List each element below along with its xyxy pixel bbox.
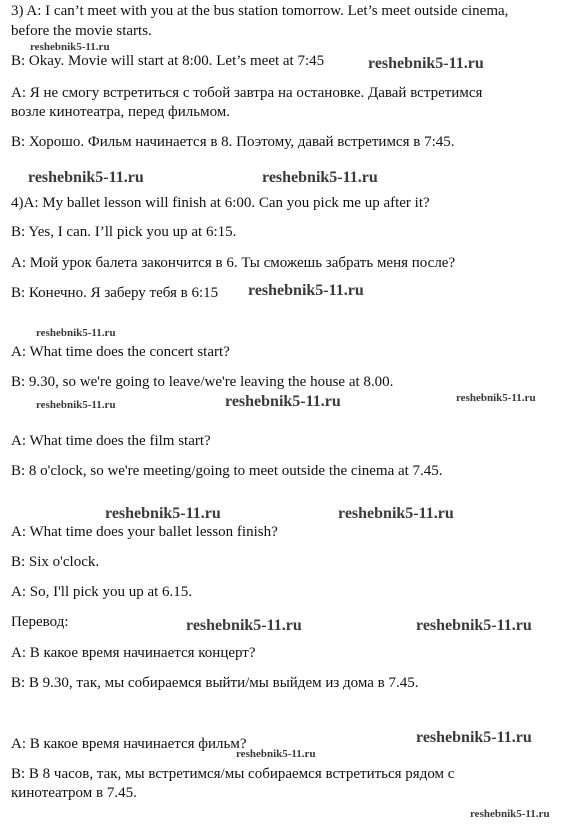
text-line: Перевод: <box>11 614 69 630</box>
watermark: reshebnik5-11.ru <box>248 282 364 299</box>
text-line: 3) A: I can’t meet with you at the bus station tomorrow. Let’s meet outside cinema, <box>11 3 509 19</box>
text-line: A: So, I'll pick you up at 6.15. <box>11 584 193 600</box>
watermark: reshebnik5-11.ru <box>456 392 536 404</box>
text-line: before the movie starts. <box>11 23 152 39</box>
text-line: A: What time does the film start? <box>11 433 211 449</box>
text-line: кинотеатром в 7.45. <box>11 785 137 801</box>
text-line: возле кинотеатра, перед фильмом. <box>11 104 231 120</box>
text-line: B: Yes, I can. I’ll pick you up at 6:15. <box>11 224 237 240</box>
watermark: reshebnik5-11.ru <box>236 748 316 760</box>
watermark: reshebnik5-11.ru <box>470 808 550 820</box>
watermark: reshebnik5-11.ru <box>105 505 221 522</box>
watermark: reshebnik5-11.ru <box>225 393 341 410</box>
watermark: reshebnik5-11.ru <box>368 55 484 72</box>
text-line: B: В 8 часов, так, мы встретимся/мы собираемся встретиться рядом с <box>11 766 455 782</box>
text-line: A: Я не смогу встретиться с тобой завтра на остановке. Давай встретимся <box>11 85 483 101</box>
watermark: reshebnik5-11.ru <box>338 505 454 522</box>
watermark: reshebnik5-11.ru <box>416 729 532 746</box>
text-line: B: 9.30, so we're going to leave/we're leaving the house at 8.00. <box>11 374 394 390</box>
text-line: A: В какое время начинается фильм? <box>11 736 247 752</box>
text-line: 4)A: My ballet lesson will finish at 6:00. Can you pick me up after it? <box>11 195 430 211</box>
text-line: A: Мой урок балета закончится в 6. Ты сможешь забрать меня после? <box>11 255 456 271</box>
text-line: A: В какое время начинается концерт? <box>11 645 256 661</box>
text-line: B: 8 o'clock, so we're meeting/going to meet outside the cinema at 7.45. <box>11 463 443 479</box>
text-line: B: Okay. Movie will start at 8:00. Let’s meet at 7:45 <box>11 53 325 69</box>
watermark: reshebnik5-11.ru <box>36 399 116 411</box>
text-line: B: Хорошо. Фильм начинается в 8. Поэтому, давай встретимся в 7:45. <box>11 134 455 150</box>
text-line: B: Конечно. Я заберу тебя в 6:15 <box>11 285 219 301</box>
text-line: B: В 9.30, так, мы собираемся выйти/мы выйдем из дома в 7.45. <box>11 675 419 691</box>
watermark: reshebnik5-11.ru <box>262 169 378 186</box>
watermark: reshebnik5-11.ru <box>416 617 532 634</box>
text-line: B: Six o'clock. <box>11 554 100 570</box>
watermark: reshebnik5-11.ru <box>36 327 116 339</box>
watermark: reshebnik5-11.ru <box>186 617 302 634</box>
watermark: reshebnik5-11.ru <box>28 169 144 186</box>
watermark: reshebnik5-11.ru <box>30 41 110 53</box>
text-line: A: What time does your ballet lesson finish? <box>11 524 278 540</box>
text-line: A: What time does the concert start? <box>11 344 230 360</box>
